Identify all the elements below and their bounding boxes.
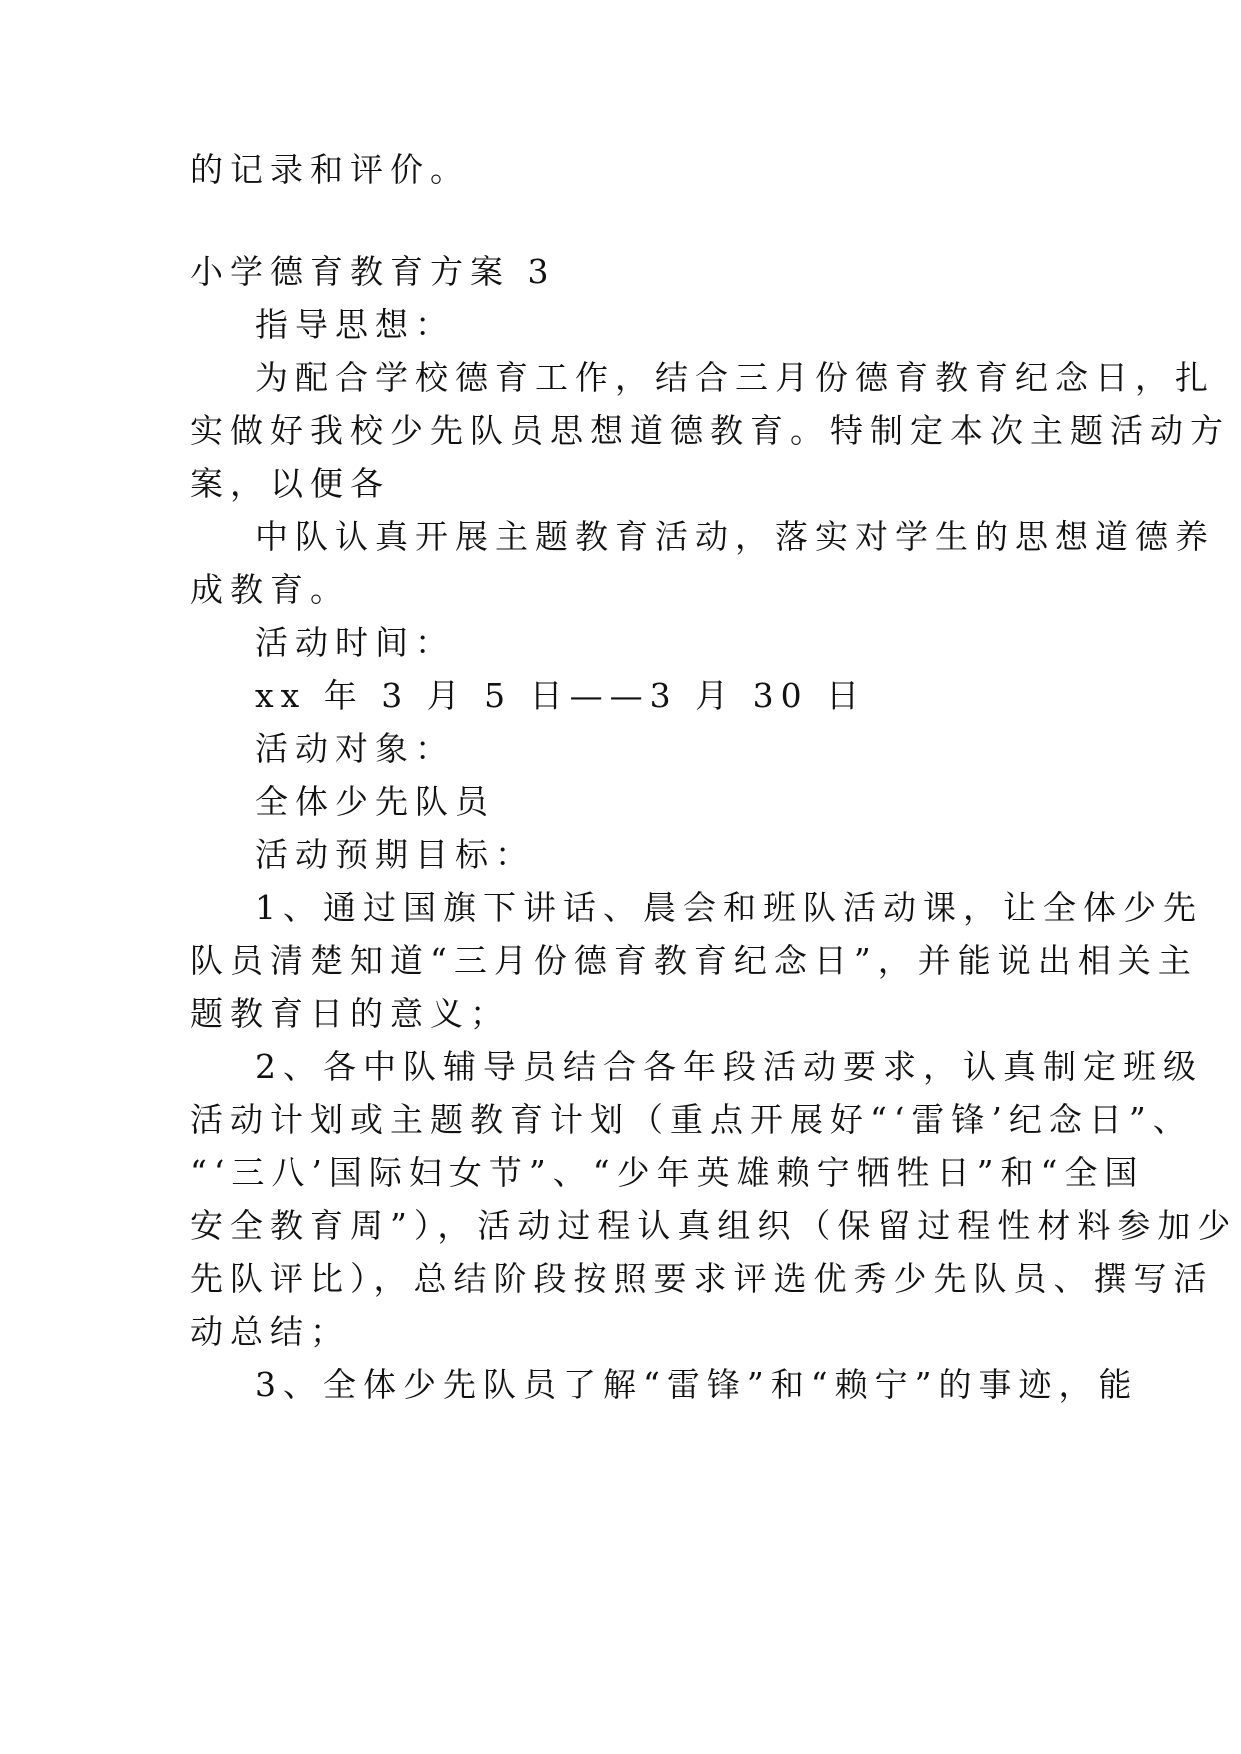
section-label: 指导思想：	[255, 305, 455, 344]
section-label: 活动预期目标：	[255, 835, 535, 874]
paragraph-line: 实做好我校少先队员思想道德教育。特制定本次主题活动方	[190, 411, 1230, 450]
paragraph-line: 的记录和评价。	[190, 150, 470, 189]
paragraph-line: 成教育。	[190, 570, 350, 609]
section-heading: 小学德育教育方案 3	[190, 252, 556, 291]
paragraph-line: 3、全体少先队员了解“雷锋”和“赖宁”的事迹，能	[255, 1365, 1139, 1404]
date-range: xx 年 3 月 5 日——3 月 30 日	[255, 676, 867, 715]
paragraph-line: 中队认真开展主题教育活动，落实对学生的思想道德养	[255, 517, 1215, 556]
paragraph-line: 2、各中队辅导员结合各年段活动要求，认真制定班级	[255, 1047, 1203, 1086]
paragraph-line: 题教育日的意义；	[190, 994, 510, 1033]
target-audience: 全体少先队员	[255, 782, 495, 821]
paragraph-line: 1、通过国旗下讲话、晨会和班队活动课，让全体少先	[255, 888, 1203, 927]
paragraph-line: 安全教育周”），活动过程认真组织（保留过程性材料参加少	[190, 1206, 1238, 1245]
paragraph-line: 案，以便各	[190, 464, 390, 503]
paragraph-line: 队员清楚知道“三月份德育教育纪念日”，并能说出相关主	[190, 941, 1198, 980]
paragraph-line: 动总结；	[190, 1312, 350, 1351]
section-label: 活动对象：	[255, 729, 455, 768]
paragraph-line: 活动计划或主题教育计划（重点开展好“‘雷锋’纪念日”、	[190, 1100, 1193, 1139]
paragraph-line: 为配合学校德育工作，结合三月份德育教育纪念日，扎	[255, 358, 1215, 397]
paragraph-line: 先队评比），总结阶段按照要求评选优秀少先队员、撰写活	[190, 1259, 1214, 1298]
paragraph-line: “‘三八’国际妇女节”、“少年英雄赖宁牺牲日”和“全国	[190, 1153, 1145, 1192]
section-label: 活动时间：	[255, 623, 455, 662]
